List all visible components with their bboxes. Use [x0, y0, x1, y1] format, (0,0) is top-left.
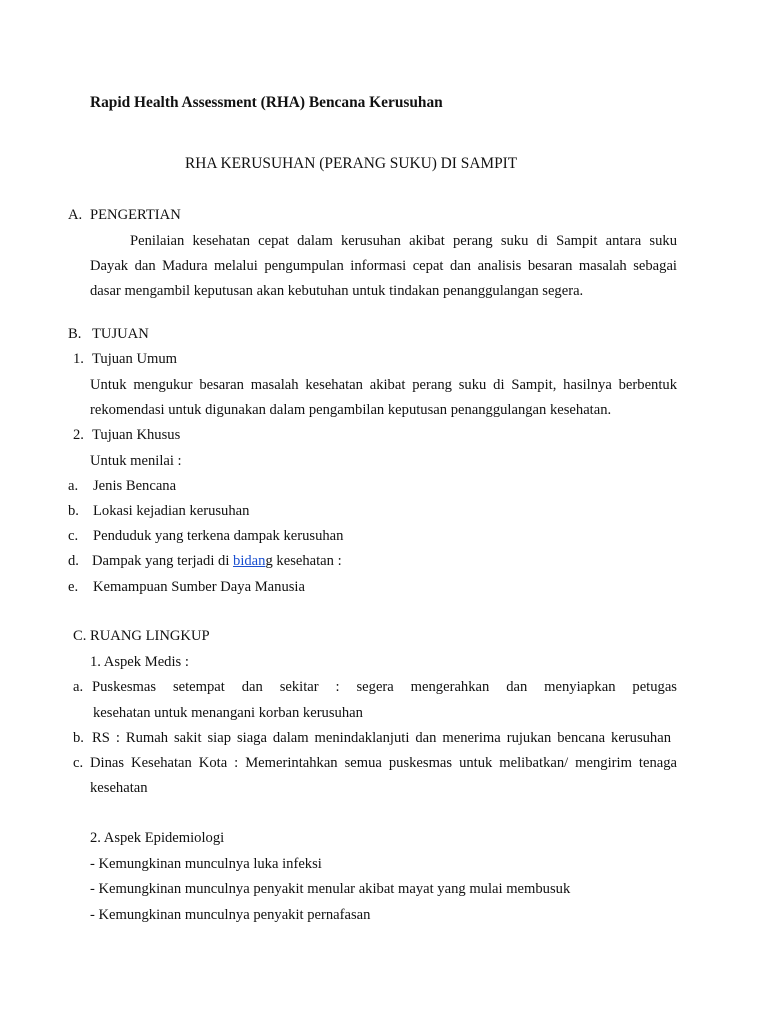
epid-item-3: - Kemungkinan munculnya penyakit pernafasan: [90, 907, 371, 923]
document-subtitle: RHA KERUSUHAN (PERANG SUKU) DI SAMPIT: [185, 155, 518, 172]
khusus-item-e-text: Kemampuan Sumber Daya Manusia: [93, 579, 305, 595]
khusus-item-a-letter: a.: [68, 478, 79, 494]
medis-item-c-line-2: kesehatan: [90, 780, 148, 796]
medis-item-a-line-2: kesehatan untuk menangani korban kerusuhan: [93, 705, 363, 721]
khusus-item-d-letter: d.: [68, 553, 79, 569]
medis-item-c-line-1: Dinas Kesehatan Kota : Memerintahkan semua puskesmas untuk melibatkan/ mengirim tenaga: [90, 755, 677, 771]
section-c-heading: C. RUANG LINGKUP: [73, 628, 210, 644]
tujuan-khusus-title: Tujuan Khusus: [92, 427, 181, 443]
section-a-heading: PENGERTIAN: [90, 207, 181, 223]
aspek-medis-title: 1. Aspek Medis :: [90, 654, 189, 670]
khusus-item-d-text-before: Dampak yang terjadi di: [92, 553, 234, 569]
section-a-line-1: Penilaian kesehatan cepat dalam kerusuhan akibat perang suku di Sampit antara suku: [130, 233, 677, 249]
section-b-label: B.: [68, 326, 82, 342]
medis-item-b-line-1: RS : Rumah sakit siap siaga dalam menindaklanjuti dan menerima rujukan bencana kerusuhan: [92, 730, 671, 746]
tujuan-umum-line-2: rekomendasi untuk digunakan dalam pengambilan keputusan penanggulangan kesehatan.: [90, 402, 612, 418]
epid-item-1: - Kemungkinan munculnya luka infeksi: [90, 856, 322, 872]
khusus-item-a-text: Jenis Bencana: [93, 478, 177, 494]
khusus-item-c-text: Penduduk yang terkena dampak kerusuhan: [93, 528, 344, 544]
bidang-link[interactable]: bidan: [233, 553, 266, 569]
khusus-item-b-text: Lokasi kejadian kerusuhan: [93, 503, 250, 519]
document-title: Rapid Health Assessment (RHA) Bencana Kerusuhan: [90, 94, 443, 111]
section-a-label: A.: [68, 207, 83, 223]
epid-item-2: - Kemungkinan munculnya penyakit menular akibat mayat yang mulai membusuk: [90, 881, 571, 897]
tujuan-umum-title: Tujuan Umum: [92, 351, 178, 367]
tujuan-khusus-intro: Untuk menilai :: [90, 453, 182, 469]
khusus-item-d-text: [92, 552, 342, 570]
medis-item-a-letter: a.: [73, 679, 84, 695]
khusus-item-e-letter: e.: [68, 579, 79, 595]
tujuan-umum-line-1: Untuk mengukur besaran masalah kesehatan akibat perang suku di Sampit, hasilnya berbentuk: [90, 377, 677, 393]
section-a-line-3: dasar mengambil keputusan akan kebutuhan untuk tindakan penanggulangan segera.: [90, 283, 584, 299]
section-a-line-2: Dayak dan Madura melalui pengumpulan informasi cepat dan analisis besaran masalah sebagai: [90, 258, 677, 274]
khusus-item-b-letter: b.: [68, 503, 79, 519]
medis-item-c-letter: c.: [73, 755, 84, 771]
section-b-heading: TUJUAN: [92, 326, 149, 342]
tujuan-khusus-number: 2.: [73, 427, 84, 443]
khusus-item-c-letter: c.: [68, 528, 79, 544]
tujuan-umum-number: 1.: [73, 351, 84, 367]
medis-item-b-letter: b.: [73, 730, 84, 746]
medis-item-a-line-1: Puskesmas setempat dan sekitar : segera mengerahkan dan menyiapkan petugas: [92, 679, 677, 695]
khusus-item-d-text-after: g kesehatan :: [265, 553, 342, 569]
aspek-epidemiologi-title: 2. Aspek Epidemiologi: [90, 830, 225, 846]
